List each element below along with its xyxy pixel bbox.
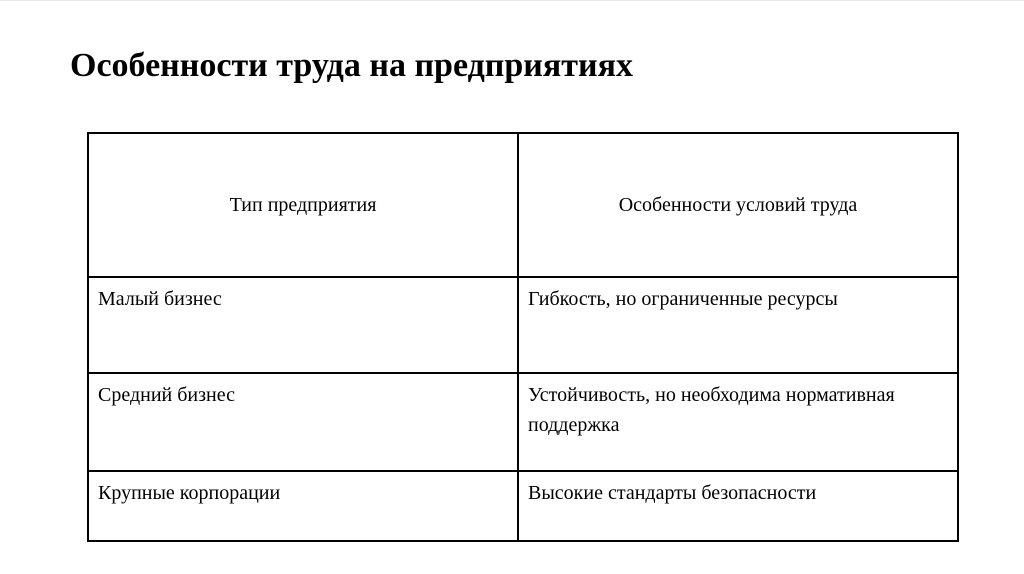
top-divider xyxy=(0,0,1024,1)
table-row xyxy=(88,373,958,471)
cell-labor-conditions: Устойчивость, но необходима нормативная поддержка xyxy=(518,373,958,471)
header-labor-conditions: Особенности условий труда xyxy=(518,133,958,277)
cell-labor-conditions: Гибкость, но ограниченные ресурсы xyxy=(518,277,958,373)
cell-labor-conditions: Высокие стандарты безопасности xyxy=(518,471,958,541)
table-header-row xyxy=(88,133,958,277)
table-row xyxy=(88,471,958,541)
table-row xyxy=(88,277,958,373)
cell-enterprise-type: Малый бизнес xyxy=(88,277,518,373)
cell-enterprise-type: Средний бизнес xyxy=(88,373,518,471)
enterprise-table xyxy=(87,132,959,542)
header-enterprise-type: Тип предприятия xyxy=(88,133,518,277)
page-title: Особенности труда на предприятиях xyxy=(70,47,633,84)
cell-enterprise-type: Крупные корпорации xyxy=(88,471,518,541)
